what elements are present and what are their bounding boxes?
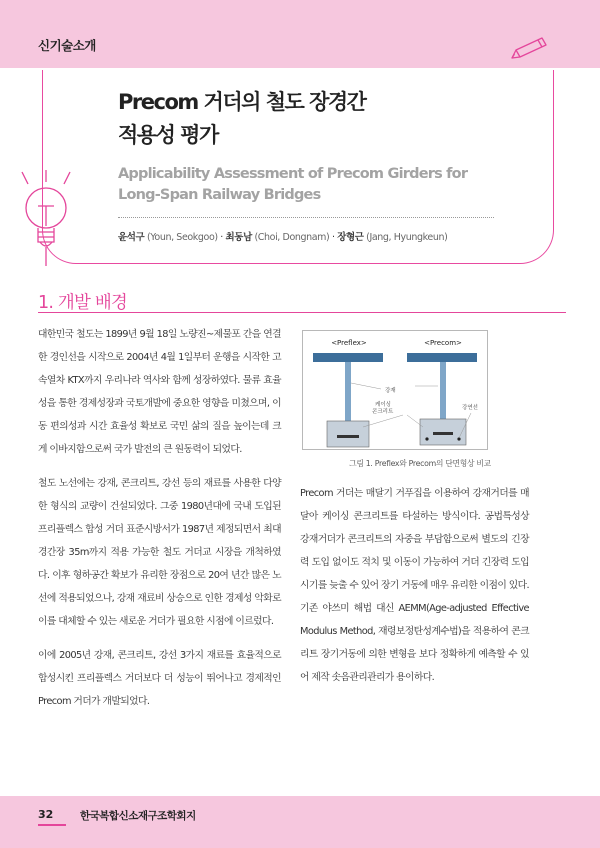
- author-name-en: (Jang, Hyungkeun): [366, 232, 448, 243]
- precom-label: <Precom>: [424, 339, 462, 347]
- girder-section-diagram: [303, 331, 487, 449]
- author-name: 장형근: [337, 232, 364, 243]
- body-paragraph: 이에 2005년 강재, 콘크리트, 강선 3가지 재료를 효율적으로 합성시킨 프리플렉스 거더보다 더 성능이 뛰어나고 경제적인 Precom 거더가 개발되었다.: [38, 650, 281, 707]
- subtitle-line-2: Long-Span Railway Bridges: [118, 187, 321, 203]
- figure-girder-sections: [302, 330, 488, 450]
- author-name: 윤석구: [118, 232, 145, 243]
- preflex-section: [313, 353, 383, 447]
- pencil-icon: [508, 36, 550, 62]
- callout-steel: 강재: [385, 388, 396, 394]
- callout-casing-2: 콘크리트: [372, 409, 394, 415]
- section-heading: 1. 개발 배경: [38, 293, 128, 313]
- title-line-1: Precom 거더의 철도 장경간: [118, 90, 366, 114]
- body-column-left: [38, 323, 281, 724]
- author-separator: ·: [217, 232, 226, 243]
- author-name-en: (Youn, Seokgoo): [146, 232, 218, 243]
- page-number: 32: [38, 808, 54, 821]
- journal-name: 한국복합신소재구조학회지: [80, 810, 196, 822]
- body-paragraph: 철도 노선에는 강재, 콘크리트, 강선 등의 재료를 사용한 다양한 형식의 교량이 건설되었다. 그중 1980년대에 국내 도입된 프리플렉스 합성 거더 표준시방서가 1987년 제정되면서 최대경간장 35m까지 적용 가능한 철도 거더교 시장을 개척하였다. 이후 형하공간 확보가 유리한 장점으로 20여 년간 많은 노선에 적용되었으나, 강재 재료비 상승으로 인한 경제성 악화로 이를 대체할 수 있는 새로운 거더가 필요한 시점에 이르렀다.: [38, 478, 281, 627]
- body-column-right: [300, 482, 529, 700]
- callout-casing-1: 케이싱: [375, 402, 391, 408]
- body-paragraph: Precom 거더는 매달기 거푸집을 이용하여 강재거더를 매달아 케이싱 콘크리트를 타설하는 방식이다. 공법특성상 강재거더가 콘크리트의 자중을 부담함으로써 별도의 긴장력 도입 없이도 적치 및 이동이 가능하여 거더 긴장력 도입시기를 늦출 수 있어 장기 거동에 매우 유리한 이점이 있다. 기존 야쓰미 해법 대신 AEMM(Age-adjusted Effective Modulus Method, 재령보정탄성계수법)을 적용하여 콘크리트 장기거동에 의한 변형을 보다 정확하게 예측할 수 있어 제작 솟음관리관리가 용이하다.: [300, 488, 530, 683]
- article-subtitle: [118, 164, 467, 206]
- author-separator: ·: [329, 232, 338, 243]
- author-name: 최동남: [225, 232, 252, 243]
- section-label: 신기술소개: [38, 38, 96, 53]
- author-list: [118, 229, 447, 243]
- author-name-en: (Choi, Dongnam): [254, 232, 330, 243]
- title-line-2: 적용성 평가: [118, 123, 218, 147]
- section-heading-rule: [38, 312, 566, 313]
- callout-strand: 강연선: [462, 405, 478, 411]
- lightbulb-icon: [14, 170, 78, 270]
- dotted-divider: [118, 217, 494, 218]
- subtitle-line-1: Applicability Assessment of Precom Girders for: [118, 166, 468, 182]
- preflex-label: <Preflex>: [331, 339, 367, 347]
- precom-section: [407, 353, 477, 445]
- figure-caption: 그림 1. Preflex와 Precom의 단면형상 비교: [349, 459, 491, 468]
- page-number-underline: [38, 824, 66, 826]
- body-paragraph: 대한민국 철도는 1899년 9월 18일 노량진~제물포 간을 연결한 경인선을 시작으로 2004년 4월 1일부터 운행을 시작한 고속열차 KTX까지 우리나라 역사와 함께 성장하였다. 물류 효율성을 통한 경제성장과 국토개발에 중요한 영향을 미쳤으며, 이동 편의성과 시간 효율성 확보로 국민 삶의 질을 높이는데 크게 이바지함으로써 국가 발전의 큰 원동력이 되었다.: [38, 329, 281, 455]
- article-title: [118, 86, 365, 152]
